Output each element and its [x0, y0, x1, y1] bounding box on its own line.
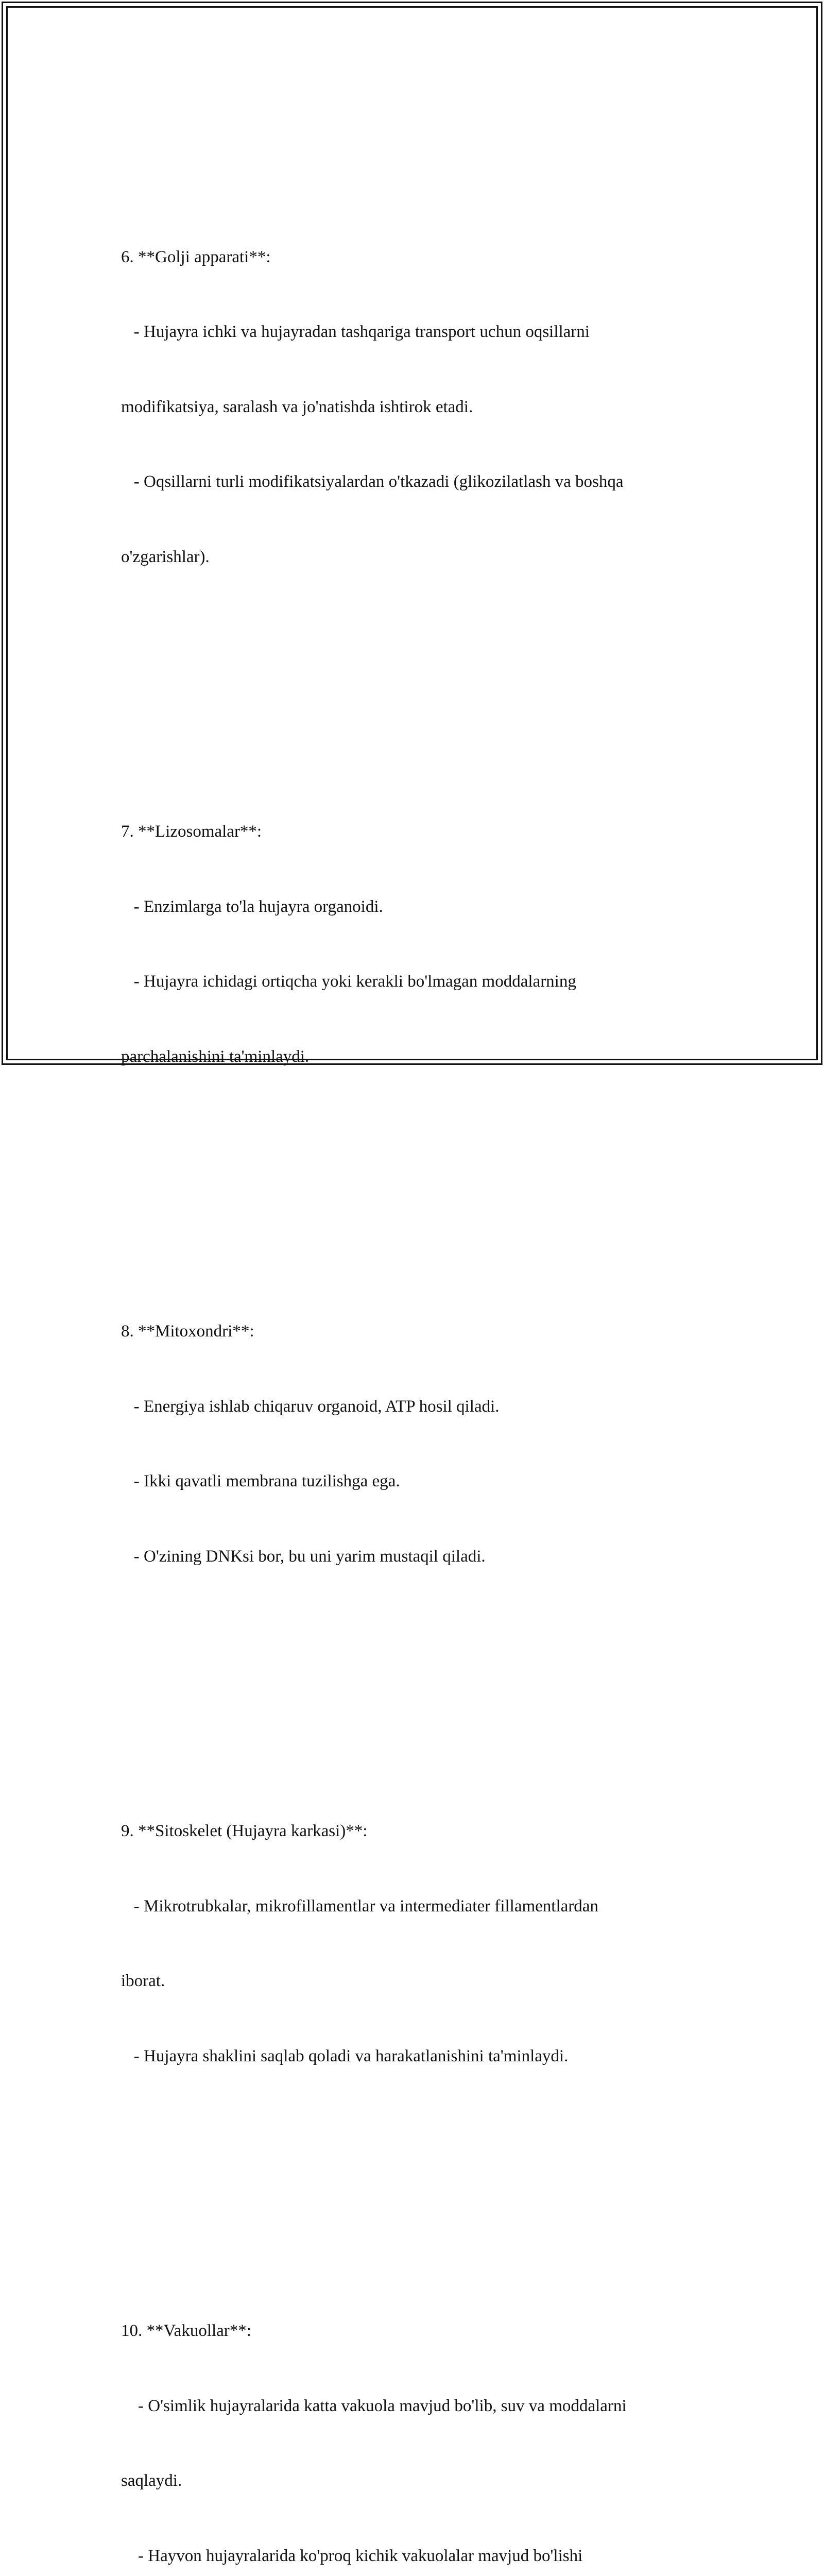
section-line: - Hujayra ichidagi ortiqcha yoki kerakli bo'lmagan moddalarning: [121, 972, 576, 991]
section-vacuoles: [121, 2268, 698, 2576]
document-body: [121, 120, 698, 2576]
section-line: - Oqsillarni turli modifikatsiyalardan o'tkazadi (glikozilatlash va boshqa: [121, 472, 624, 491]
section-mitochondria: [121, 1269, 698, 1619]
section-line: parchalanishini ta'minlaydi.: [121, 1047, 310, 1066]
section-heading: 9. **Sitoskelet (Hujayra karkasi)**:: [121, 1822, 368, 1840]
section-heading: 8. **Mitoxondri**:: [121, 1322, 254, 1341]
section-line: - Mikrotrubkalar, mikrofillamentlar va intermediater fillamentlardan: [121, 1896, 598, 1916]
section-heading: 7. **Lizosomalar**:: [121, 822, 262, 841]
section-line: - Hujayra shaklini saqlab qoladi va harakatlanishini ta'minlaydi.: [121, 2046, 569, 2065]
section-line: - Energiya ishlab chiqaruv organoid, ATP hosil qiladi.: [121, 1397, 500, 1416]
section-line: - Enzimlarga to'la hujayra organoidi.: [121, 897, 383, 916]
paragraph-gap: [121, 1669, 698, 1694]
paragraph-gap: [121, 2168, 698, 2194]
section-golgi: [121, 195, 698, 620]
paragraph-gap: [121, 1169, 698, 1194]
section-line: modifikatsiya, saralash va jo'natishda ishtirok etadi.: [121, 397, 473, 416]
section-line: - O'zining DNKsi bor, bu uni yarim mustaqil qiladi.: [121, 1547, 486, 1566]
section-line: - Ikki qavatli membrana tuzilishga ega.: [121, 1472, 400, 1490]
paragraph-gap: [121, 669, 698, 694]
section-line: iborat.: [121, 1972, 165, 1990]
section-line: - O'simlik hujayralarida katta vakuola mavjud bo'lib, suv va moddalarni: [121, 2396, 627, 2415]
section-heading: 6. **Golji apparati**:: [121, 247, 271, 266]
section-line: saqlaydi.: [121, 2471, 182, 2490]
section-cytoskeleton: [121, 1769, 698, 2119]
section-line: - Hayvon hujayralarida ko'proq kichik vakuolalar mavjud bo'lishi: [121, 2546, 583, 2565]
section-lysosomes: [121, 769, 698, 1119]
section-line: - Hujayra ichki va hujayradan tashqariga transport uchun oqsillarni: [121, 323, 590, 341]
section-line: o'zgarishlar).: [121, 547, 210, 566]
section-heading: 10. **Vakuollar**:: [121, 2321, 251, 2340]
